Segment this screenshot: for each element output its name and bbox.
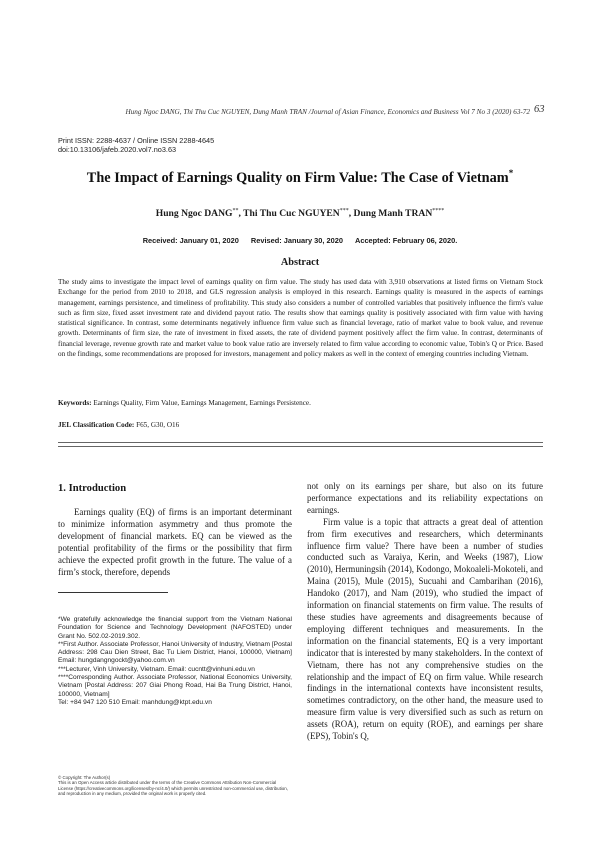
intro-right-column — [307, 481, 543, 743]
author-separator: , — [238, 208, 244, 220]
author-name: Thi Thu Cuc NGUYEN — [243, 208, 340, 220]
doi-line: doi:10.13106/jafeb.2020.vol7.no3.63 — [58, 145, 177, 154]
keywords-text: Earnings Quality, Firm Value, Earnings Management, Earnings Persistence. — [91, 399, 311, 407]
issn-block — [58, 136, 214, 154]
license-text: This is an Open Access article distributed under the terms of the Creative Commons Attribution Non-Commercial License (https://creativecommons.org/licenses/by-nc/4.0/) which permits unrestricted non-commercial use, distribution, and reproduction in any medium, provided the original work is properly cited. — [58, 780, 288, 797]
author-separator: , — [348, 208, 354, 220]
intro-paragraph: Firm value is a topic that attracts a great deal of attention from firm executives and researchers, which determinants influence firm value? There have been a number of studies conducted such as Varaiya, Kerin, and Weeks (1987), Liow (2010), Hermuningsih (2014), Kodongo, Mokoaleli-Mokoteli, and Maina (2015), Mule (2015), Sucuahi and Cambarihan (2016), Handoko (2017), and Nam (2019), who studied the impact of information on financial statements on firm value. The results of these studies have agreements and disagreements because of employing different techniques and measurements. In the information on the financial statements, EQ is a very important indicator that is interested by many stakeholders. In the context of Vietnam, there has not any comprehensive studies on the relationship and the impact of EQ on firm value. While research findings in the international contexts have inconsistent results, sometimes contradictory, on the other hand, the measure used to measure firm value is very diversified such as such as return on assets (ROA), return on equity (ROE), and earnings per share (EPS), Tobin's Q, — [307, 516, 543, 742]
keywords-label: Keywords: — [58, 399, 92, 407]
author-mark: ** — [232, 208, 239, 214]
footnote: **First Author. Associate Professor, Hanoi University of Industry, Vietnam [Postal Address: 298 Cau Dien Street, Bac Tu Liem District, Hanoi, 100000, Vietnam] Email: hungdangngockt@yahoo.com.vn — [58, 640, 292, 665]
copyright-line: © Copyright: The Author(s) — [58, 775, 111, 780]
author-name: Dung Manh TRAN — [353, 208, 433, 220]
section-heading: 1. Introduction — [58, 483, 127, 494]
page-number: 63 — [534, 104, 545, 115]
footnotes — [58, 616, 292, 707]
jel-label: JEL Classification Code: — [58, 421, 135, 429]
author-mark: *** — [339, 208, 349, 214]
title-footnote-mark: * — [508, 168, 514, 178]
intro-left-column — [58, 507, 292, 578]
issn-line: Print ISSN: 2288-4637 / Online ISSN 2288-4645 — [58, 136, 215, 145]
running-head: Hung Ngoc DANG, Thi Thu Cuc NGUYEN, Dung Manh TRAN /Journal of Asian Finance, Economics and Business Vol 7 No 3 (2020) 63-72 — [125, 108, 530, 116]
abstract-heading: Abstract — [280, 257, 320, 268]
received-date: Received: January 01, 2020 — [142, 236, 239, 245]
divider — [58, 442, 543, 443]
intro-paragraph: not only on its earnings per share, but also on its future performance expectations and its reliability expectations on earnings. — [307, 481, 543, 515]
jel-codes: F65, G30, O16 — [134, 421, 180, 429]
author-name: Hung Ngoc DANG — [155, 208, 233, 220]
abstract-body: The study aims to investigate the impact level of earnings quality on firm value. The study has used data with 3,910 observations at listed firms on Vietnam Stock Exchange for the period from 2010 to 2018, and GLS regression analysis is employed in this research. Earnings quality is measured in the aspects of earnings management, earnings persistence, and timeliness of profitability. This study also considers a number of controlled variables that positively influence the firm's value such as firm size, fixed asset investment rate and dividend payout ratio. The results show that earnings quality is positively associated with firm value with having statistical significance. In contrast, some determinants negatively influence firm value such as financial leverage, ratio of market value to book value, and revenue growth. Determinants of firm size, the rate of investment in fixed assets, the rate of dividend payment positively affect the firm value. In contrast, determinants of financial leverage, revenue growth rate and market value to book value ratio are inversely related to firm value according to economic value, Tobin's Q or Price. Based on the findings, some recommendations are proposed for investors, management and policy makers as well in the context of emerging countries including Vietnam. — [58, 278, 543, 359]
intro-paragraph: Earnings quality (EQ) of firms is an important determinant to minimize information asymmetry and thus promote the development of financial markets. EQ can be viewed as the potential profitability of the firms or the possibility that firm achieve the expected profit growth in the future. The value of a firm’s stock, therefore, depends — [58, 507, 292, 577]
author-list — [40, 208, 560, 219]
paper-title-text: The Impact of Earnings Quality on Firm Value: The Case of Vietnam — [86, 169, 509, 186]
paper-title — [40, 168, 560, 187]
article-dates — [40, 236, 560, 245]
copyright-notice — [58, 775, 292, 797]
jel-classification — [58, 421, 543, 429]
footnote-divider — [58, 592, 168, 593]
author-mark: **** — [432, 208, 445, 214]
revised-date: Revised: January 30, 2020 — [250, 236, 343, 245]
footnote: Tel: +84 947 120 510 Email: manhdung@ktpt.edu.vn — [58, 698, 212, 706]
footnote: ****Corresponding Author. Associate Professor, National Economics University, Vietnam [Postal Address: 207 Giai Phong Road, Hai Ba Trung District, Hanoi, 100000, Vietnam] — [58, 674, 292, 698]
divider — [58, 446, 543, 447]
footnote: ***Lecturer, Vinh University, Vietnam. Email: cucntt@vinhuni.edu.vn — [58, 665, 255, 673]
accepted-date: Accepted: February 06, 2020. — [355, 236, 458, 245]
keywords — [58, 399, 543, 407]
footnote: *We gratefully acknowledge the financial support from the Vietnam National Foundation for Science and Technology Development (NAFOSTED) under Grant No. 502.02-2019.302. — [58, 616, 292, 640]
